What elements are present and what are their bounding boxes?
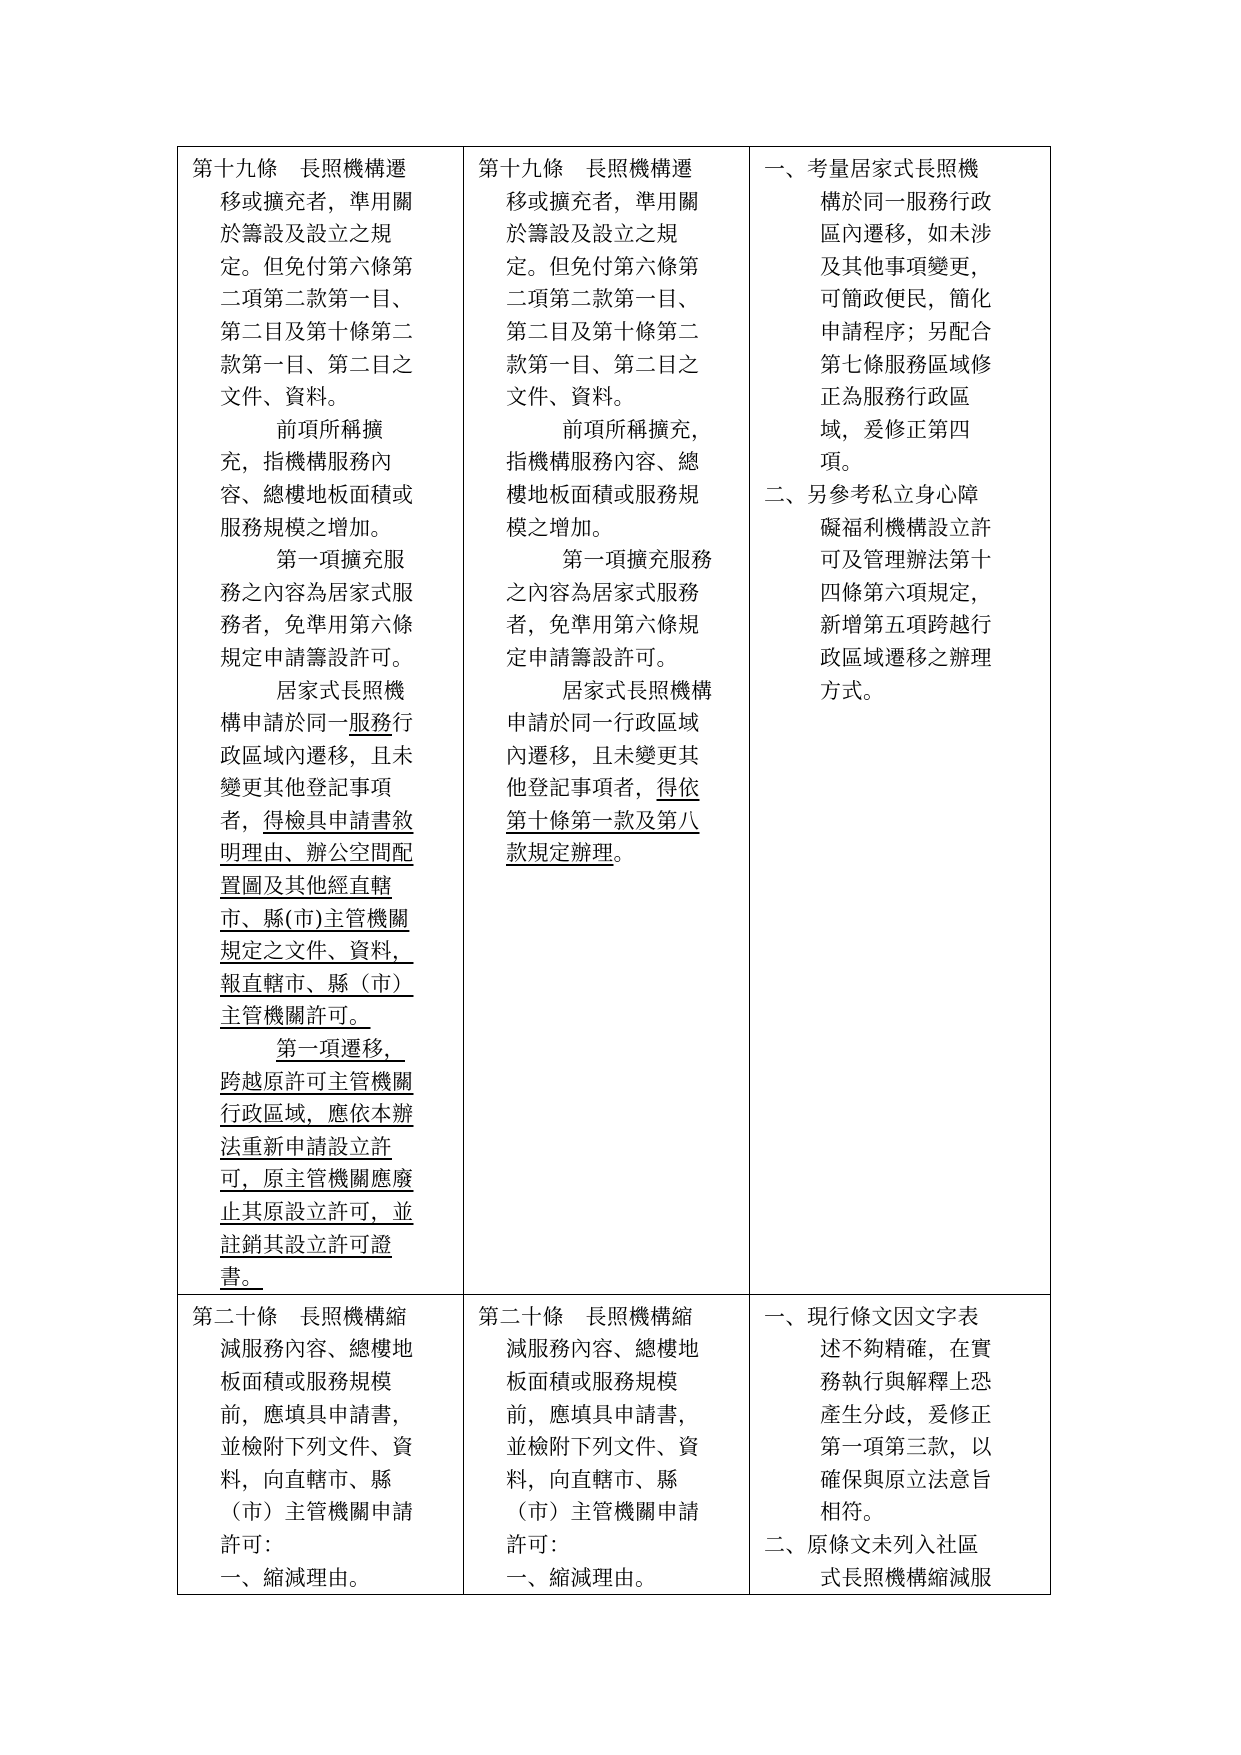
paragraph-start-line: 居家式長照機構 [562,678,713,703]
text-line: 規定申請籌設許可。 [220,645,414,670]
text-line: 務執行與解釋上恐 [820,1369,992,1394]
text-line: 定。但免付第六條第 [220,254,414,279]
text-line: 政區域遷移之辦理 [820,645,992,670]
text-line: 充，指機構服務內 [220,450,392,475]
text-line: 域，爰修正第四 [820,417,971,442]
text-line: 許可： [506,1532,571,1557]
text-line: 於籌設及設立之規 [220,222,392,247]
amended-line: 書。 [220,1265,263,1290]
text-line: 並檢附下列文件、資 [220,1435,414,1460]
article-heading-line: 第二十條 長照機構縮 [192,1304,407,1329]
article-heading-line: 第十九條 長照機構遷 [192,157,407,181]
text-line: 文件、資料。 [506,385,635,410]
text-line: 務之內容為居家式服 [220,580,414,605]
article-heading-line: 第十九條 長照機構遷 [478,157,693,181]
text-line: 相符。 [820,1500,885,1525]
text-line: 方式。 [820,678,885,703]
amended-line: 市、縣(市)主管機關 [220,906,410,931]
deleted-line: 款規定辦理。 [506,841,635,866]
text-line: 構申請於同一服務行 [220,711,414,736]
text-line: 前，應填具申請書， [506,1402,700,1427]
text-line: （市）主管機關申請 [506,1500,700,1525]
text-line: 新增第五項跨越行 [820,613,992,638]
text-line: 款第一目、第二目之 [220,352,414,377]
text-line: 構於同一服務行政 [820,189,992,214]
text-line: 款第一目、第二目之 [506,352,700,377]
current-article-20-cell [464,1294,750,1594]
text-line: 減服務內容、總樓地 [220,1337,414,1362]
text-line: 二項第二款第一目、 [506,287,700,312]
text-line: 式長照機構縮減服 [820,1565,992,1590]
new-paragraph-start-line: 第一項遷移， [276,1037,405,1062]
list-item: 一、縮減理由。 [220,1565,371,1590]
note-item-line: 二、另參考私立身心障 [764,482,979,507]
note-item-line: 一、考量居家式長照機 [764,157,979,181]
paragraph-start-line: 前項所稱擴 [276,417,384,442]
revised-article-20-cell [178,1294,464,1594]
explanation-article-20-cell [750,1294,1051,1594]
text-line: 指機構服務內容、總 [506,450,700,475]
text-line: 項。 [820,450,863,475]
text-line: 變更其他登記事項 [220,776,392,801]
amended-text: 服務 [349,711,392,736]
amended-text: 得檢具申請書敘 [263,808,414,833]
article-comparison-table [177,146,1051,1595]
article-heading-line: 第二十條 長照機構縮 [478,1304,693,1329]
text-line: 模之增加。 [506,515,614,540]
text-line: 文件、資料。 [220,385,349,410]
text-line: 之內容為居家式服務 [506,580,700,605]
text-line: 務者，免準用第六條 [220,613,414,638]
text-line: 政區域內遷移，且未 [220,743,414,768]
text-line: 板面積或服務規模 [220,1369,392,1394]
text-line: 容、總樓地板面積或 [220,482,414,507]
amended-line: 註銷其設立許可證 [220,1232,392,1257]
text-line: 減服務內容、總樓地 [506,1337,700,1362]
text-line: 他登記事項者，得依 [506,776,700,801]
text-line: 正為服務行政區 [820,385,971,410]
amended-line: 止其原設立許可，並 [220,1200,414,1224]
amended-line: 跨越原許可主管機關 [220,1069,414,1094]
text-line: 移或擴充者，準用關 [220,189,414,214]
text-line: 及其他事項變更， [820,254,992,279]
text-line: 二項第二款第一目、 [220,287,414,312]
text-line: 述不夠精確，在實 [820,1337,992,1362]
text-line: 內遷移，且未變更其 [506,743,700,768]
text-line: 者，得檢具申請書敘 [220,808,414,833]
text-line: 板面積或服務規模 [506,1369,678,1394]
text-line: 料，向直轄市、縣 [220,1467,392,1492]
text-line: 可及管理辦法第十 [820,548,992,573]
text-line: 樓地板面積或服務規 [506,482,700,507]
list-item: 一、縮減理由。 [506,1565,657,1590]
explanation-article-19-cell [750,147,1051,1295]
text-line: 區內遷移，如未涉 [820,222,992,247]
note-item-line: 二、原條文未列入社區 [764,1532,979,1557]
note-item-line: 一、現行條文因文字表 [764,1304,979,1329]
text-line: 並檢附下列文件、資 [506,1435,700,1460]
text-line: 可簡政便民，簡化 [820,287,992,312]
text-line: 定。但免付第六條第 [506,254,700,279]
deleted-text: 得依 [656,776,700,801]
amended-line: 主管機關許可。 [220,1004,371,1029]
text-line: 第二目及第十條第二 [220,319,414,344]
paragraph-start-line: 前項所稱擴充， [562,417,713,442]
paragraph-start-line: 第一項擴充服 [276,548,405,573]
amended-line: 法重新申請設立許 [220,1134,392,1159]
amended-line: 報直轄市、縣（市） [220,971,414,996]
revised-article-19-cell [178,147,464,1295]
text-line: 料，向直轄市、縣 [506,1467,678,1492]
amended-line: 可，原主管機關應廢 [220,1167,414,1192]
table-row [178,1294,1051,1594]
text-line: 確保與原立法意旨 [820,1467,992,1492]
text-line: 移或擴充者，準用關 [506,189,700,214]
text-line: 於籌設及設立之規 [506,222,678,247]
text-line: 申請於同一行政區域 [506,711,700,736]
text-line: 四條第六項規定， [820,580,992,605]
table-row [178,147,1051,1295]
text-line: 礙福利機構設立許 [820,515,992,540]
amended-line: 行政區域，應依本辦 [220,1102,414,1127]
deleted-line: 第十條第一款及第八 [506,808,700,833]
text-line: 第七條服務區域修 [820,352,992,377]
amended-line: 明理由、辦公空間配 [220,841,414,866]
amended-line: 置圖及其他經直轄 [220,874,392,899]
text-line: 許可： [220,1532,285,1557]
text-line: 服務規模之增加。 [220,515,392,540]
paragraph-start-line: 居家式長照機 [276,678,405,703]
current-article-19-cell [464,147,750,1295]
text-line: 第一項第三款，以 [820,1435,992,1460]
text-line: （市）主管機關申請 [220,1500,414,1525]
paragraph-start-line: 第一項擴充服務 [562,548,713,573]
text-line: 第二目及第十條第二 [506,319,700,344]
text-line: 前，應填具申請書， [220,1402,414,1427]
text-line: 者，免準用第六條規 [506,613,700,638]
text-line: 產生分歧，爰修正 [820,1402,992,1427]
amended-line: 規定之文件、資料， [220,939,414,964]
text-line: 申請程序；另配合 [820,319,992,344]
text-line: 定申請籌設許可。 [506,645,678,670]
